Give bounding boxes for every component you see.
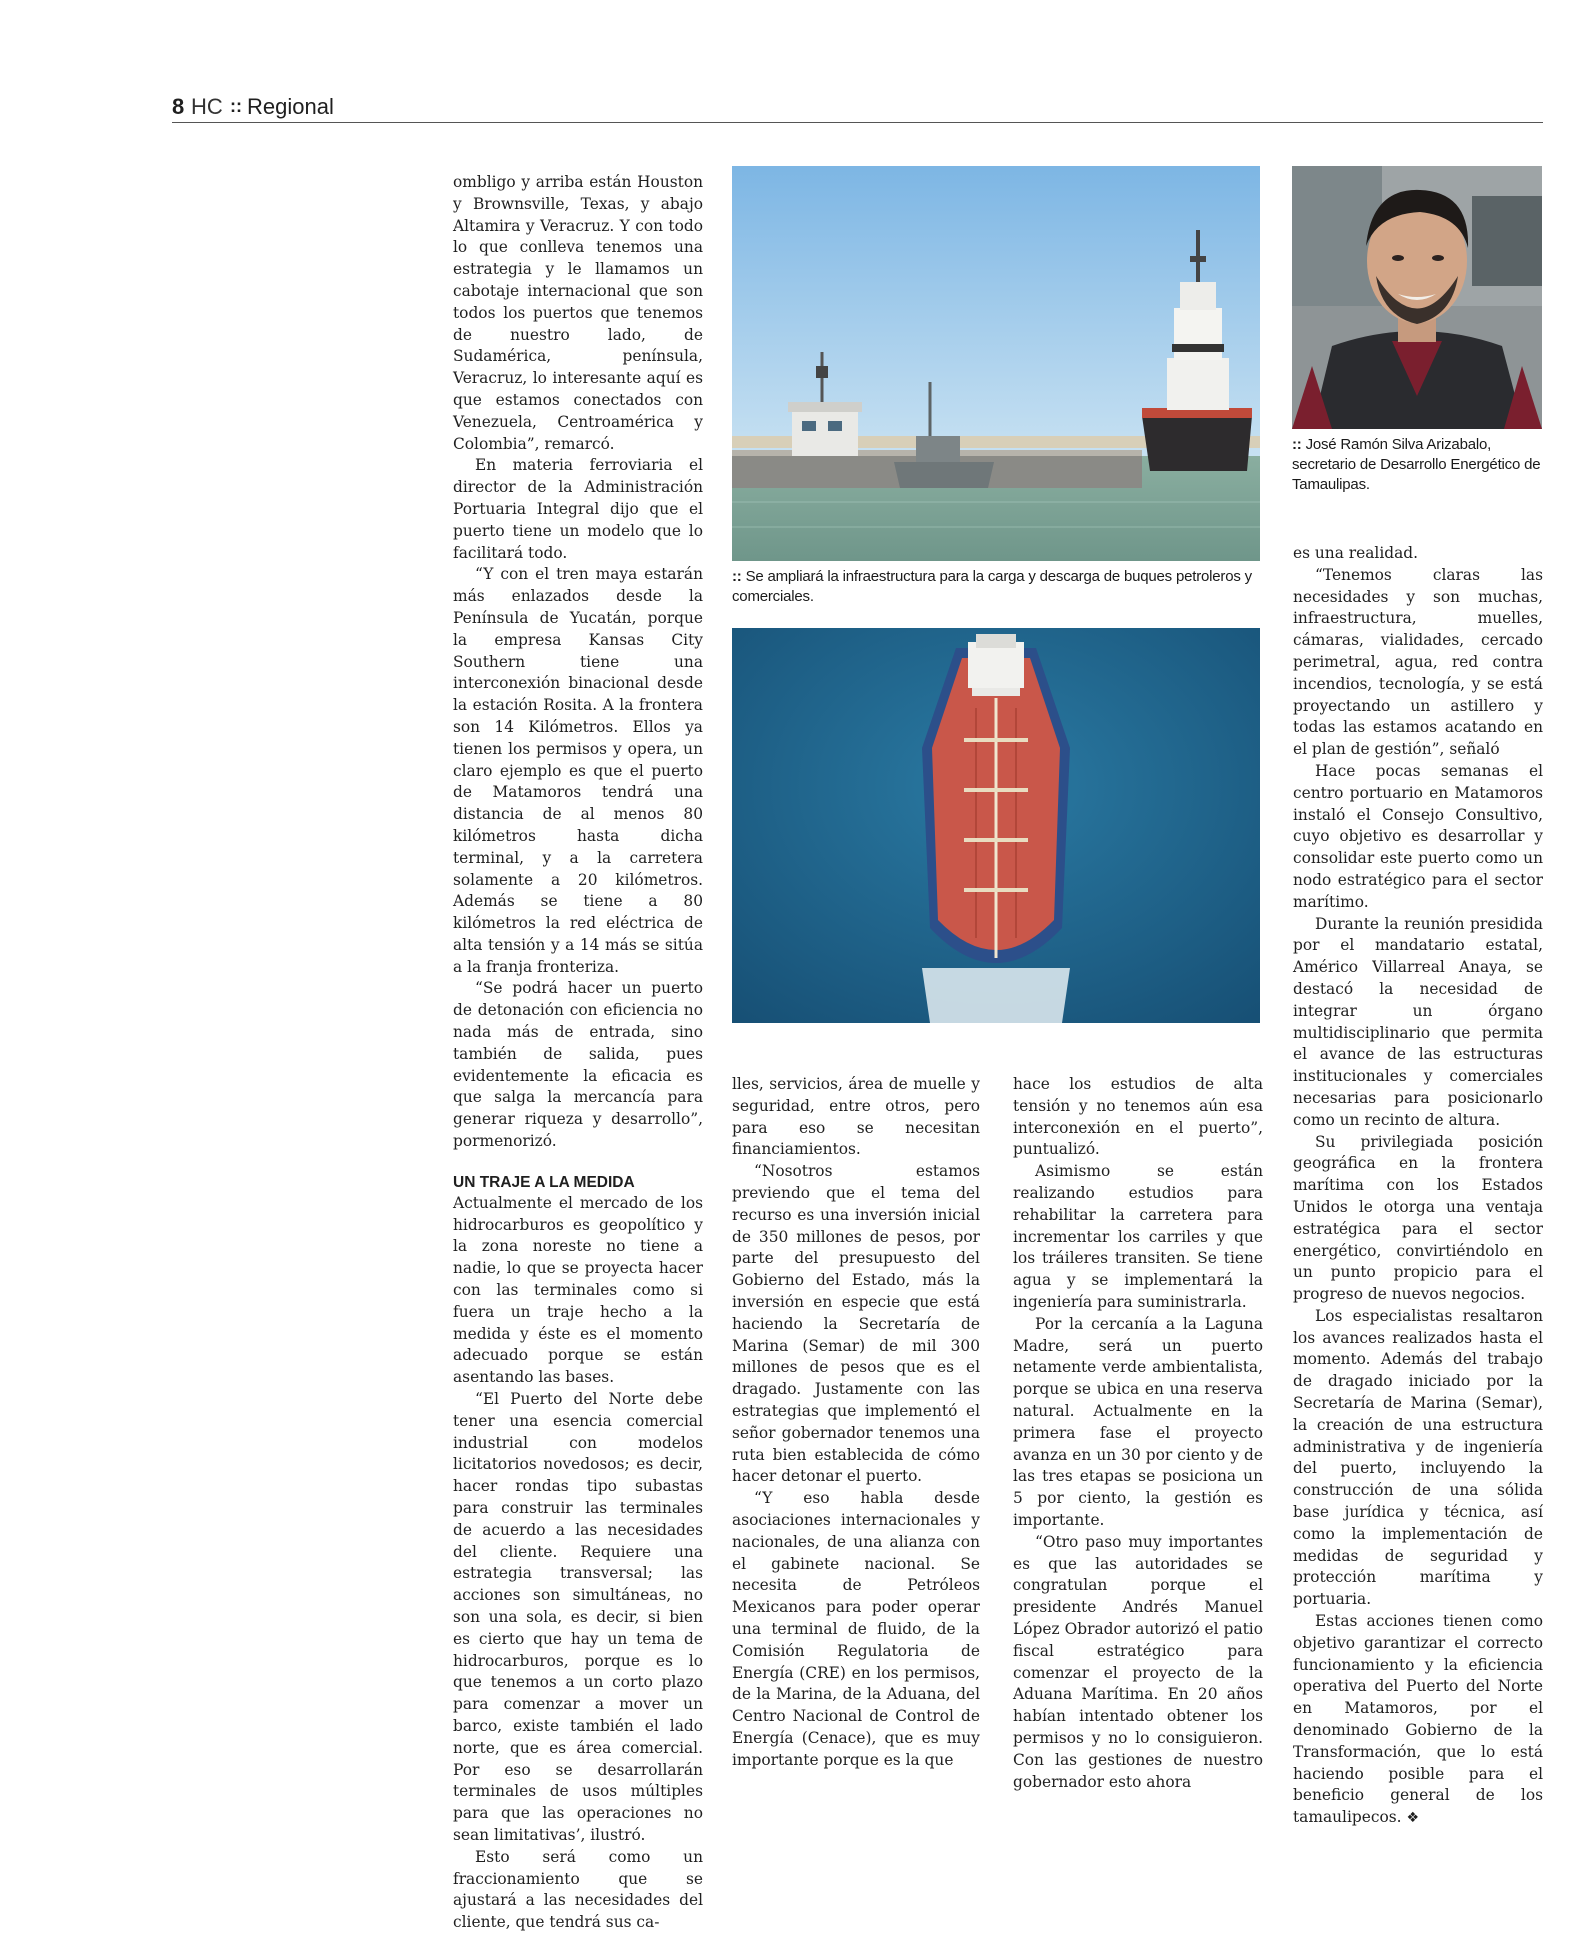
tanker-photo-illustration [732,628,1260,1023]
paragraph: “Se podrá hacer un puerto de detonación con eficiencia no nada más de entrada, sino también de salida, pues evidentemente la eficacia es que salga la mercancía para generar riqueza y desarrollo”, pormenorizó. [453,979,703,1151]
paragraph: “El Puerto del Norte debe tener una esencia comercial industrial con modelos licitatorios novedosos; es decir, hacer rondas tipo subastas para construir las terminales de acuerdo a las necesidades del cliente. Requiere una estrategia transversal; las acciones son simultáneas, no son una sola, es decir, si bien es cierto que hay un tema de hidrocarburos, porque es lo que tenemos a un corto plazo para comenzar a mover un barco, existe también el lado norte, que es área comercial. Por eso se desarrollarán terminales de usos múltiples para que las operaciones no sean limitativas’, ilustró. [453,1390,703,1844]
paragraph: Su privilegiada posición geográfica en la frontera marítima con los Estados Unidos le otorga una ventaja estratégica para el sector energético, convirtiéndolo en un punto propicio para el progreso de nuevos negocios. [1293,1132,1543,1304]
paragraph: “Nosotros estamos previendo que el tema del recurso es una inversión inicial de 350 millones de pesos, por parte del presupuesto del Gobierno del Estado, más la inversión en especie que está haciendo la Secretaría de Marina (Semar) de mil 300 millones de pesos que es el dragado. Justamente con las estrategias que implementó el señor gobernador tenemos una ruta bien establecida de cómo hacer detonar el puerto. [732,1162,980,1486]
end-of-article-icon: ❖ [1406,1810,1419,1827]
page-header [172,94,1543,123]
paragraph: es una realidad. [1293,544,1419,562]
paragraph: En materia ferroviaria el director de la Administración Portuaria Integral dijo que el puerto tiene un modelo que lo facilitará todo. [453,456,703,562]
caption-text: Se ampliará la infraestructura para la carga y descarga de buques petroleros y comerciales. [732,568,1252,605]
caption-name: José Ramón Silva Arizabalo, [1305,436,1492,453]
portrait-photo-illustration [1292,166,1542,429]
paragraph-text: Estas acciones tienen como objetivo garantizar el correcto funcionamiento y la eficiencia operativa del Puerto del Norte en Matamoros, por el denominado Gobierno de la Transformación, que lo está haciendo posible para el beneficio general de los tamaulipecos. [1293,1612,1543,1827]
paragraph: Hace pocas semanas el centro portuario en Matamoros instaló el Consejo Consultivo, cuyo objetivo es desarrollar y consolidar este puerto como un nodo estratégico para el sector marítimo. [1293,761,1543,911]
paragraph: ombligo y arriba están Houston y Brownsville, Texas, y abajo Altamira y Veracruz. Y con todo lo que conlleva tenemos una estrategia y le llamamos un cabotaje internacional que son todos los puertos que tenemos de nuestro lado, de Sudamérica, península, Veracruz, lo interesante aquí es que estamos conectados con Venezuela, Centroamérica y Colombia”, remarcó. [453,173,703,453]
paragraph: hace los estudios de alta tensión y no tenemos aún esa interconexión en el puerto”, puntualizó. [1013,1075,1263,1159]
article-column-2 [732,1074,980,1772]
paragraph: “Y eso habla desde asociaciones internacionales y nacionales, de una alianza con el gabinete nacional. Se necesita de Petróleos Mexicanos para poder operar una terminal de fluido, de la Comisión Regulatoria de Energía (CRE) en los permisos, de la Marina, de la Aduana, del Centro Nacional de Control de Energía (Cenace), que es muy importante porque es la que [732,1489,980,1769]
paragraph: “Tenemos claras las necesidades y son muchas, infraestructura, muelles, cámaras, vialidades, cercado perimetral, agua, red contra incendios, tecnología, y se está proyectando un astillero y todas las estamos acatando en el plan de gestión”, señaló [1293,565,1543,759]
port-photo [732,166,1260,561]
paragraph: Asimismo se están realizando estudios para rehabilitar la carretera para incrementar los carriles y que los tráileres transiten. Se tiene agua y se implementará la ingeniería para suministrarla. [1013,1162,1263,1311]
portrait-photo [1292,166,1542,429]
article-column-4 [1293,543,1543,1830]
paragraph-final [1293,1611,1543,1830]
tanker-photo [732,628,1260,1023]
paragraph: lles, servicios, área de muelle y seguridad, entre otros, pero para eso se necesitan financiamientos. [732,1075,980,1159]
article-column-1 [453,172,703,1934]
caption-marker: :: [1292,436,1302,453]
paragraph: Los especialistas resaltaron los avances realizados hasta el momento. Además del trabajo de dragado iniciado por la Secretaría de Marina (Semar), la creación de una estructura administrativa y de ingeniería del puerto, incluyendo la construcción de una sólida base jurídica y técnica, así como la implementación de medidas de seguridad y protección marítima y portuaria. [1293,1306,1543,1609]
section-title: Regional [247,94,334,119]
paragraph: Esto será como un fraccionamiento que se ajustará a las necesidades del cliente, que tendrá sus ca- [453,1847,703,1932]
paragraph: “Y con el tren maya estarán más enlazados desde la Península de Yucatán, porque la empresa Kansas City Southern tiene una interconexión binacional desde la estación Rosita. A la frontera son 14 Kilómetros. Ellos ya tienen los permisos y opera, un claro ejemplo es que el puerto de Matamoros tendrá una distancia de al menos 80 kilómetros hasta dicha terminal, y a la carretera solamente a 20 kilómetros. Además se tiene a 80 kilómetros la red eléctrica de alta tensión y a 14 más se sitúa a la franja fronteriza. [453,565,703,976]
paragraph: “Otro paso muy importantes es que las autoridades se congratulan porque el presidente Andrés Manuel López Obrador autorizó el patio fiscal estratégico para comenzar el proyecto de la Aduana Marítima. En 20 años habían intentado obtener los permisos y no lo consiguieron. Con las gestiones de nuestro gobernador esto ahora [1013,1532,1263,1791]
article-column-3 [1013,1074,1263,1793]
port-photo-caption [732,567,1262,607]
brand-logo: HC [191,94,223,119]
paragraph: Actualmente el mercado de los hidrocarburos es geopolítico y la zona noreste no tiene a nadie, lo que se proyecta hacer con las terminales como si fuera un traje hecho a la medida y éste es el momento adecuado porque se están asentando las bases. [453,1193,703,1387]
paragraph: Durante la reunión presidida por el mandatario estatal, Américo Villarreal Anaya, se destacó la necesidad de integrar un órgano multidisciplinario que permita el avance de las estructuras institucionales y comerciales necesarias para posicionarlo como un recinto de altura. [1293,914,1543,1129]
header-separator: :: [230,96,242,116]
paragraph: Por la cercanía a la Laguna Madre, será un puerto netamente verde ambientalista, porque se ubica en una reserva natural. Actualmente en la primera fase el proyecto avanza en un 30 por ciento y de las tres etapas se posiciona un 5 por ciento, la gestión es importante. [1013,1314,1263,1529]
caption-role: secretario de Desarrollo Energético de Tamaulipas. [1292,456,1541,493]
portrait-caption [1292,435,1544,495]
subheading: UN TRAJE A LA MEDIDA [453,1173,635,1191]
page-number: 8 [172,94,185,119]
port-photo-illustration [732,166,1260,561]
caption-marker: :: [732,568,742,585]
